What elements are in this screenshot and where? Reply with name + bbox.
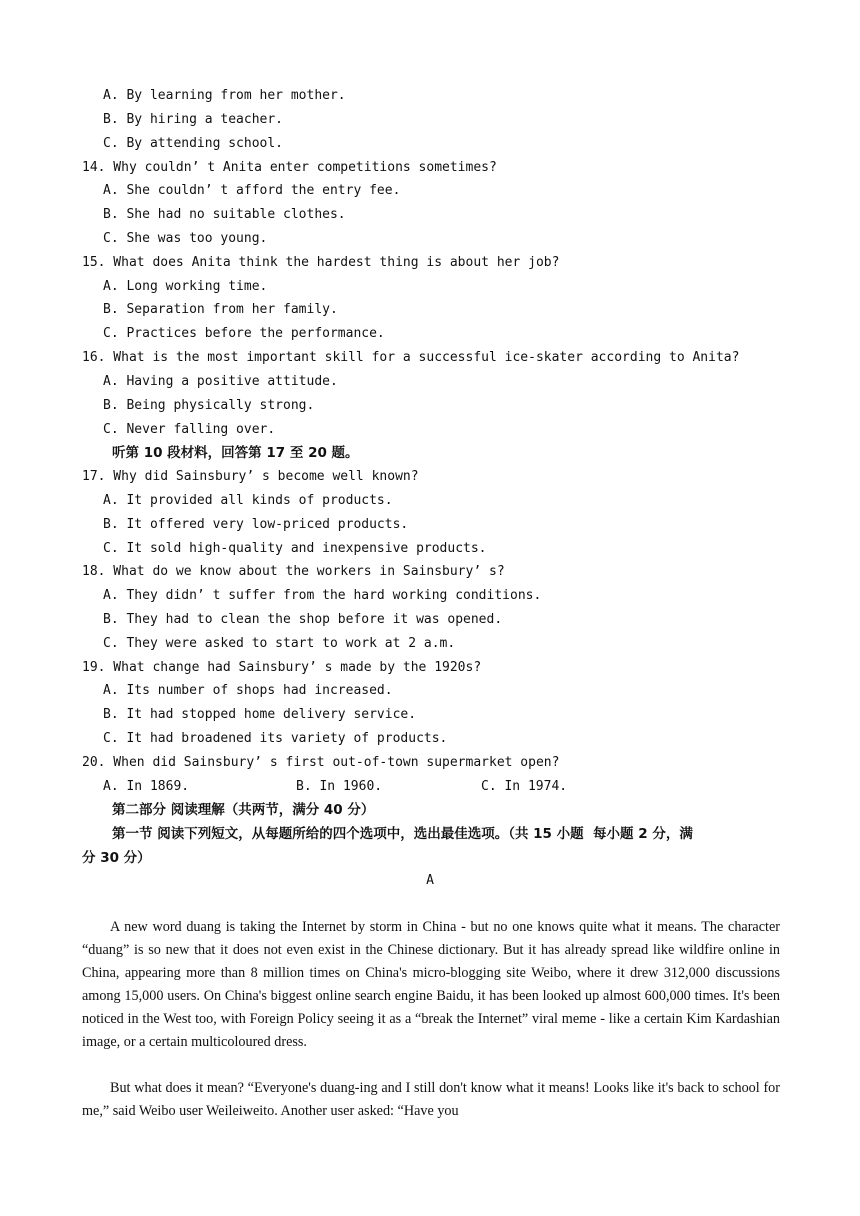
option-line: A. Long working time. [103, 279, 268, 294]
section1-heading-cont: 分 30 分） [82, 850, 151, 866]
question-16: 16. What is the most important skill for a successful ice-skater according to Anita? [82, 350, 740, 365]
option-line: A. It provided all kinds of products. [103, 493, 393, 508]
option-line: C. It had broadened its variety of products. [103, 731, 448, 746]
part2-heading: 第二部分 阅读理解（共两节，满分 40 分） [112, 802, 375, 818]
question-18: 18. What do we know about the workers in Sainsbury’ s? [82, 564, 505, 579]
option-line: C. By attending school. [103, 136, 284, 151]
option-line: B. It had stopped home delivery service. [103, 707, 417, 722]
option-line: A. Having a positive attitude. [103, 374, 338, 389]
question-20: 20. When did Sainsbury’ s first out-of-town supermarket open? [82, 755, 560, 770]
passage-letter: A [426, 873, 434, 888]
option-line: C. They were asked to start to work at 2 a.m. [103, 636, 456, 651]
option-line: C. Practices before the performance. [103, 326, 385, 341]
section1-heading: 第一节 阅读下列短文，从每题所给的四个选项中，选出最佳选项。（共 15 小题 每小题 2 分，满 [112, 826, 693, 842]
option-line: A. By learning from her mother. [103, 88, 346, 103]
option-20-c: C. In 1974. [481, 779, 568, 794]
paragraph-1-text: A new word duang is taking the Internet by storm in China - but no one knows quite what it means. The character “duang” is so new that it does not even exist in the Chinese dictionary. But it has already spread like wildfire online in China, appearing more than 8 million times on China's micro-blogging site Weibo, where it drew 312,000 discussions among 15,000 users. On China's biggest online search engine Baidu, it has been looked up almost 600,000 times. It's been noticed in the West too, with Foreign Policy seeing it as a “break the Internet” viral meme - like a certain Kim Kardashian image, or a certain multicoloured dress. [82, 919, 780, 1051]
option-line: B. They had to clean the shop before it was opened. [103, 612, 503, 627]
option-line: A. Its number of shops had increased. [103, 683, 393, 698]
option-line: B. By hiring a teacher. [103, 112, 284, 127]
option-line: C. Never falling over. [103, 422, 276, 437]
option-line: B. It offered very low-priced products. [103, 517, 409, 532]
option-line: A. She couldn’ t afford the entry fee. [103, 183, 401, 198]
option-20-a: A. In 1869. [103, 779, 190, 794]
question-19: 19. What change had Sainsbury’ s made by the 1920s? [82, 660, 482, 675]
passage-paragraph-2 [82, 1077, 780, 1123]
passage-paragraph-1 [82, 916, 780, 1055]
option-20-b: B. In 1960. [296, 779, 383, 794]
question-15: 15. What does Anita think the hardest thing is about her job? [82, 255, 560, 270]
option-line: C. It sold high-quality and inexpensive products. [103, 541, 487, 556]
question-17: 17. Why did Sainsbury’ s become well known? [82, 469, 419, 484]
option-line: B. Separation from her family. [103, 302, 338, 317]
option-line: B. She had no suitable clothes. [103, 207, 346, 222]
option-line: C. She was too young. [103, 231, 268, 246]
question-14: 14. Why couldn’ t Anita enter competitions sometimes? [82, 160, 497, 175]
paragraph-2-text: But what does it mean? “Everyone's duang-ing and I still don't know what it means! Looks like it's back to school for me,” said Weibo user Weileiweito. Another user asked: “Have you [82, 1080, 780, 1120]
option-line: B. Being physically strong. [103, 398, 315, 413]
option-line: A. They didn’ t suffer from the hard working conditions. [103, 588, 542, 603]
section-heading-10: 听第 10 段材料，回答第 17 至 20 题。 [112, 445, 359, 461]
